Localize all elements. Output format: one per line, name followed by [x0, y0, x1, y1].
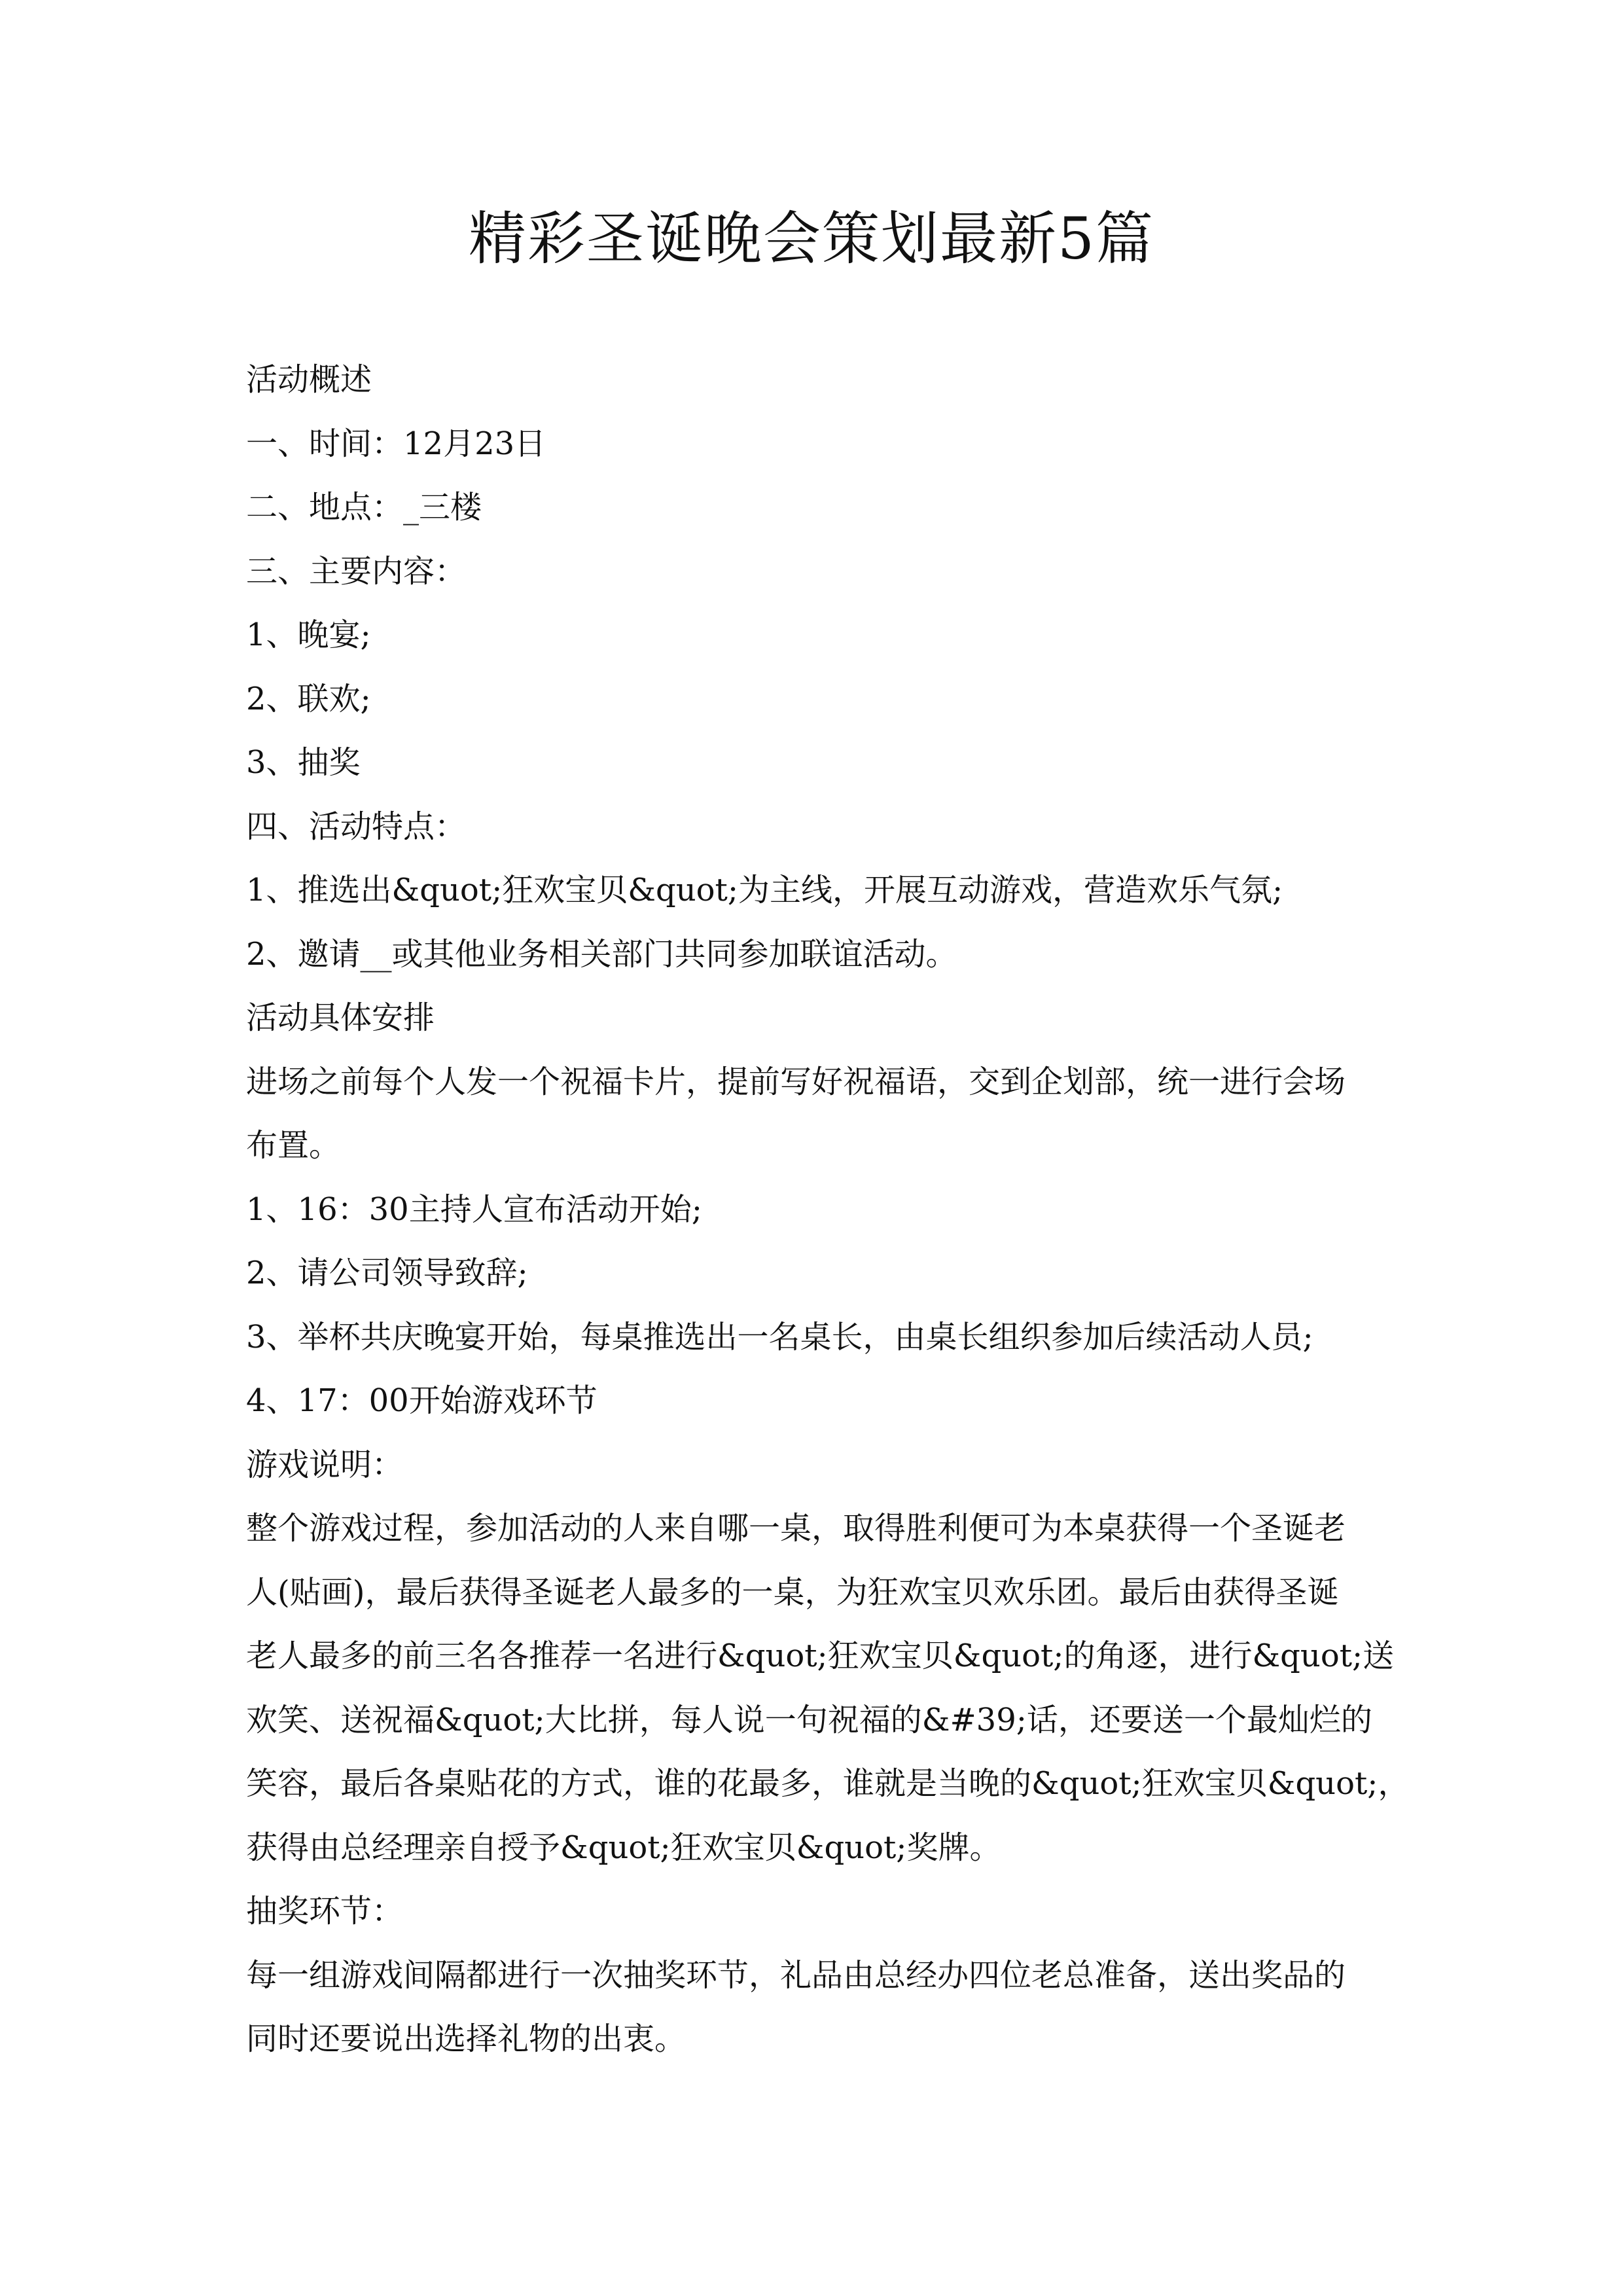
- text-line-18: 游戏说明：: [246, 1446, 404, 1483]
- text-line-13: 布置。: [246, 1127, 341, 1164]
- text-line-20: 人(贴画)，最后获得圣诞老人最多的一桌，为狂欢宝贝欢乐团。最后由获得圣诞: [246, 1573, 1339, 1611]
- text-line-27: 同时还要说出选择礼物的出衷。: [246, 2020, 687, 2057]
- text-line-15: 2、请公司领导致辞;: [246, 1255, 528, 1291]
- text-line-16: 3、举杯共庆晚宴开始，每桌推选出一名桌长，由桌长组织参加后续活动人员;: [246, 1318, 1313, 1355]
- text-line-10: 2、邀请__或其他业务相关部门共同参加联谊活动。: [246, 935, 957, 973]
- text-line-6: 2、联欢;: [246, 680, 371, 717]
- text-line-23: 笑容，最后各桌贴花的方式，谁的花最多，谁就是当晚的&quot;狂欢宝贝&quot;，: [246, 1765, 1410, 1802]
- text-line-3: 二、地点：_三楼: [246, 489, 482, 526]
- document-title: 精彩圣诞晚会策划最新5篇: [469, 205, 1154, 272]
- text-line-5: 1、晚宴;: [246, 617, 371, 653]
- text-line-4: 三、主要内容：: [246, 552, 467, 590]
- text-line-25: 抽奖环节：: [246, 1893, 404, 1929]
- text-line-19: 整个游戏过程，参加活动的人来自哪一桌，取得胜利便可为本桌获得一个圣诞老: [246, 1510, 1346, 1547]
- text-line-26: 每一组游戏间隔都进行一次抽奖环节，礼品由总经办四位老总准备，送出奖品的: [246, 1956, 1346, 1994]
- text-line-2: 一、时间：12月23日: [246, 425, 546, 462]
- text-line-22: 欢笑、送祝福&quot;大比拼，每人说一句祝福的&#39;话，还要送一个最灿烂的: [246, 1701, 1372, 1738]
- text-line-8: 四、活动特点：: [246, 808, 467, 845]
- text-line-11: 活动具体安排: [246, 999, 435, 1036]
- text-line-9: 1、推选出&quot;狂欢宝贝&quot;为主线，开展互动游戏，营造欢乐气氛;: [246, 872, 1283, 908]
- text-line-7: 3、抽奖: [246, 744, 361, 781]
- document-body: [246, 348, 1424, 2072]
- text-line-24: 获得由总经理亲自授予&quot;狂欢宝贝&quot;奖牌。: [246, 1829, 1001, 1866]
- text-line-14: 1、16：30主持人宣布活动开始;: [246, 1191, 702, 1228]
- text-line-1: 活动概述: [246, 361, 372, 398]
- text-line-12: 进场之前每个人发一个祝福卡片，提前写好祝福语，交到企划部，统一进行会场: [246, 1063, 1346, 1100]
- text-line-21: 老人最多的前三名各推荐一名进行&quot;狂欢宝贝&quot;的角逐，进行&quot;送: [246, 1638, 1395, 1674]
- text-line-17: 4、17：00开始游戏环节: [246, 1382, 597, 1419]
